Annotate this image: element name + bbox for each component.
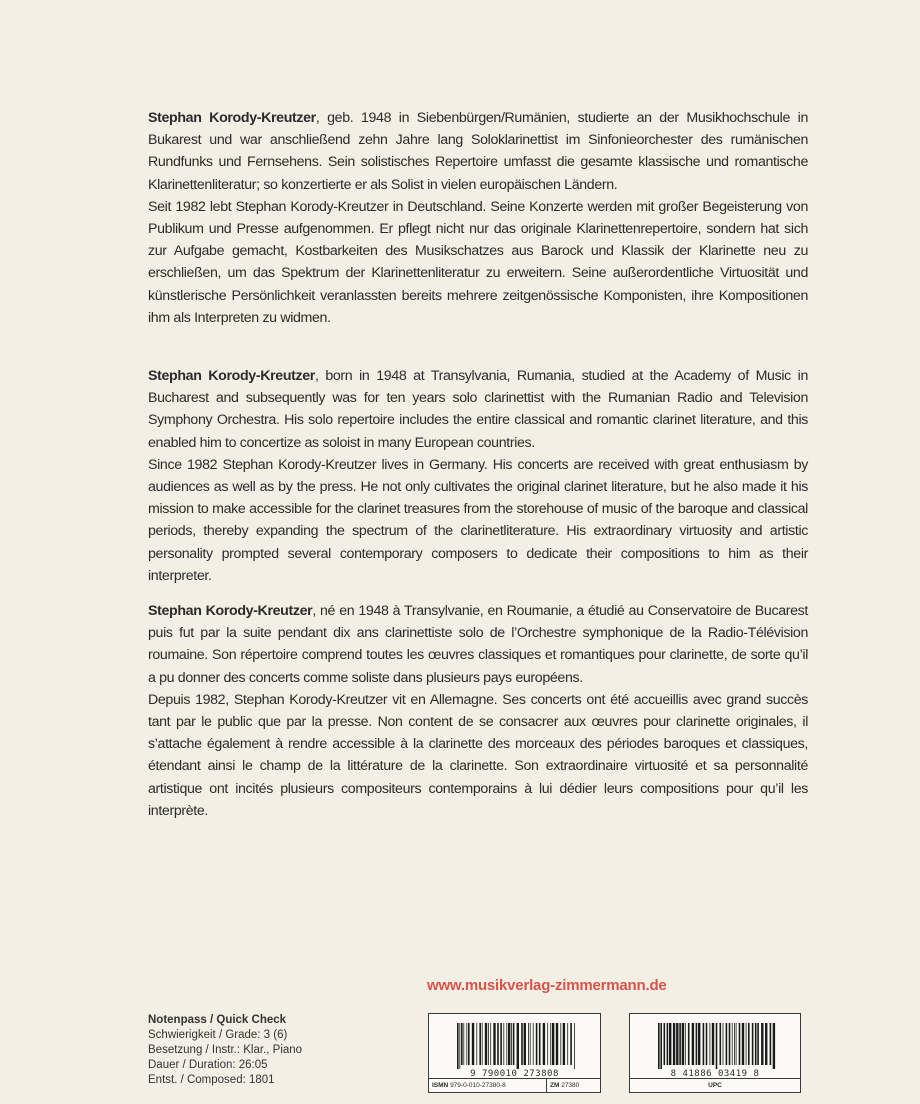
barcode-bar <box>536 1023 538 1065</box>
barcode-bar <box>493 1023 495 1065</box>
barcode-bar <box>673 1023 675 1065</box>
barcode-bar <box>676 1023 678 1065</box>
barcode-bar <box>530 1023 531 1065</box>
barcode-bar <box>459 1023 460 1069</box>
barcode-bar <box>765 1023 767 1065</box>
ismn-barcode-footer <box>429 1078 600 1092</box>
zm-label: ZM <box>550 1082 560 1089</box>
barcode-bar <box>497 1023 499 1065</box>
bio-paragraph <box>148 600 808 689</box>
barcode-bar <box>664 1023 666 1065</box>
barcode-bar <box>533 1023 534 1065</box>
barcode-bar <box>479 1023 481 1065</box>
barcode-bar <box>521 1023 523 1065</box>
bio-french <box>148 600 808 822</box>
barcode-bar <box>476 1023 477 1065</box>
quick-check-composed: Entst. / Composed: 1801 <box>148 1074 275 1086</box>
quick-check-instrumentation: Besetzung / Instr.: Klar., Piano <box>148 1044 303 1056</box>
barcode-bar <box>696 1023 698 1065</box>
barcode-bar <box>550 1023 551 1065</box>
barcode-bar <box>574 1023 575 1069</box>
quick-check-duration: Dauer / Duration: 26:05 <box>148 1059 268 1071</box>
barcode-bar <box>563 1023 565 1065</box>
barcode-bar <box>720 1023 722 1065</box>
barcode-bar <box>770 1023 772 1065</box>
bio-english <box>148 365 808 587</box>
ismn-barcode-box <box>428 1013 601 1093</box>
barcode-bar <box>482 1023 483 1065</box>
barcode-bar <box>506 1023 507 1065</box>
barcode-bar <box>716 1023 718 1069</box>
bio-name: Stephan Korody-Kreutzer <box>148 603 313 619</box>
barcode-bar <box>660 1023 662 1069</box>
barcode-bar <box>723 1023 724 1065</box>
barcode-bar <box>524 1023 526 1065</box>
barcode-bar <box>746 1023 747 1065</box>
barcode-bar <box>732 1023 733 1065</box>
quick-check-title: Notenpass / Quick Check <box>148 1014 287 1026</box>
barcode-bar <box>511 1023 512 1065</box>
barcode-bar <box>761 1023 763 1065</box>
barcode-bar <box>682 1023 684 1065</box>
barcode-bar <box>503 1023 504 1065</box>
barcode-bar <box>567 1023 568 1065</box>
bio-paragraph: Depuis 1982, Stephan Korody-Kreutzer vit en Allemagne. Ses concerts ont été accueillis avec grand succès tant par le public que par la presse. Non content de se consacrer aux œuvres pour clarinette originales, il s’attache également à rendre accessible à la clarinette des morceaux des périodes baroques et classiques, étendant ainsi le champ de la littérature de la clarinette. Son extraordinaire virtuosité et sa personnalité artistique ont incités plusieurs compositeurs contemporains à lui dédier leurs compositions pour qu’il les interprète. <box>148 691 808 819</box>
barcode-bar <box>685 1023 686 1065</box>
ismn-value: 979-0-010-27380-8 <box>450 1082 506 1089</box>
bio-german <box>148 107 808 329</box>
bio-text: , né en 1948 à Transylvanie, en Roumanie, a étudié au Conservatoire de Bucarest puis fut par la suite pendant dix ans clarinettiste solo de l’Orchestre symphonique de la Radio-Télévision roumaine. Son répertoire comprend toutes les œuvres classiques et romantiques pour clarinette, de sorte qu’il a pu donner des concerts comme soliste dans plusieurs pays européens. <box>148 603 808 686</box>
barcode-bar <box>736 1023 737 1065</box>
barcode-bar <box>560 1023 561 1065</box>
barcode-bar <box>773 1023 775 1069</box>
barcode-bar <box>739 1023 741 1065</box>
barcode-bar <box>755 1023 757 1065</box>
barcode-bar <box>692 1023 694 1065</box>
barcode-bar <box>712 1023 714 1065</box>
barcode-bar <box>729 1023 731 1065</box>
barcode-bar <box>706 1023 708 1065</box>
barcode-bar <box>547 1023 548 1065</box>
bio-name: Stephan Korody-Kreutzer <box>148 368 315 384</box>
barcode-bar <box>457 1023 459 1069</box>
publisher-website: www.musikverlag-zimmermann.de <box>427 977 667 994</box>
bio-paragraph <box>148 107 808 196</box>
barcode-bar <box>748 1023 750 1065</box>
barcode-bar <box>508 1023 510 1065</box>
barcode-bar <box>556 1023 558 1065</box>
bio-name: Stephan Korody-Kreutzer <box>148 110 316 126</box>
bio-paragraph: Seit 1982 lebt Stephan Korody-Kreutzer in Deutschland. Seine Konzerte werden mit großer Begeisterung von Publikum und Presse aufgenommen. Er pflegt nicht nur das originale Klarinettenrepertoire, sondern hat sich zur Aufgabe gemacht, Kostbarkeiten des Musikschatzes aus Barock und Klassik der Klarinette neu zu erschließen, um das Spektrum der Klarinettenliteratur zu erweitern. Seine außerordentliche Virtuosität und künstlerische Persönlichkeit veranlassten bereits mehrere zeitgenössische Komponisten, ihre Kompositionen ihm als Interpreten zu widmen. <box>148 198 808 326</box>
barcode-bar <box>734 1023 735 1065</box>
barcode-bar <box>539 1023 541 1065</box>
upc-barcode-bars <box>658 1023 776 1069</box>
barcode-bar <box>698 1023 700 1065</box>
upc-barcode-footer: UPC <box>630 1078 800 1092</box>
barcode-bar <box>466 1023 467 1065</box>
quick-check-grade: Schwierigkeit / Grade: 3 (6) <box>148 1029 288 1041</box>
barcode-bar <box>528 1023 529 1065</box>
barcode-bar <box>679 1023 681 1065</box>
bio-text: , born in 1948 at Transylvania, Rumania, studied at the Academy of Music in Bucharest and subsequently was for ten years solo clarinettist with the Rumanian Radio and Television Symphony Orchestra. His solo repertoire includes the entire classical and romantic clarinet literature, and this enabled him to concertize as soloist in many European countries. <box>148 368 809 451</box>
barcode-bar <box>710 1023 711 1065</box>
barcode-bar <box>485 1023 487 1065</box>
zm-cell <box>547 1079 600 1092</box>
ismn-barcode-bars <box>457 1023 575 1069</box>
barcode-bar <box>461 1023 463 1065</box>
barcode-bar <box>667 1023 669 1065</box>
bio-paragraph <box>148 365 808 454</box>
quick-check <box>148 1013 302 1088</box>
barcode-bar <box>468 1023 470 1065</box>
barcode-bar <box>552 1023 554 1065</box>
barcode-bar <box>703 1023 705 1065</box>
barcode-bar <box>488 1023 489 1065</box>
barcode-bar <box>726 1023 728 1065</box>
ismn-cell <box>429 1079 547 1092</box>
upc-barcode-number: 8 41886 03419 8 <box>670 1069 760 1079</box>
barcode-bar <box>543 1023 545 1065</box>
ismn-barcode-number: 9 790010 273808 <box>470 1069 559 1079</box>
barcode-bar <box>517 1023 519 1069</box>
barcode-bar <box>500 1023 502 1065</box>
barcode-bar <box>658 1023 660 1069</box>
barcode-bar <box>752 1023 754 1065</box>
upc-barcode-box <box>629 1013 801 1093</box>
barcode-bar <box>463 1023 464 1065</box>
barcode-bar <box>570 1023 572 1065</box>
barcode-bar <box>669 1023 671 1065</box>
ismn-label: ISMN <box>432 1082 449 1089</box>
bio-text: , geb. 1948 in Siebenbürgen/Rumänien, studierte an der Musikhochschule in Bukarest und war anschließend zehn Jahre lang Soloklarinettist im Sinfonieorchester des rumänischen Rundfunks und Fernsehens. Sein solistisches Repertoire umfasst die gesamte klassische und romantische Klarinettenliteratur; so konzertierte er als Solist in vielen europäischen Ländern. <box>148 110 808 193</box>
barcode-bar <box>490 1023 491 1065</box>
zm-value: 27380 <box>561 1082 580 1089</box>
barcode-bar <box>742 1023 744 1065</box>
barcode-bar <box>513 1023 515 1065</box>
barcode-bar <box>757 1023 759 1065</box>
barcode-bar <box>688 1023 690 1065</box>
bio-paragraph: Since 1982 Stephan Korody-Kreutzer lives in Germany. His concerts are received with great enthusiasm by audiences as well as by the press. He not only cultivates the original clarinet literature, but he also made it his mission to make accessible for the clarinet treasures from the storehouse of music of the baroque and classical periods, thereby expanding the spectrum of the clarinetliterature. His extraordinary virtuosity and artistic personality prompted several contemporary composers to dedicate their compositions to him as their interpreter. <box>148 456 808 584</box>
barcode-bar <box>472 1023 474 1065</box>
